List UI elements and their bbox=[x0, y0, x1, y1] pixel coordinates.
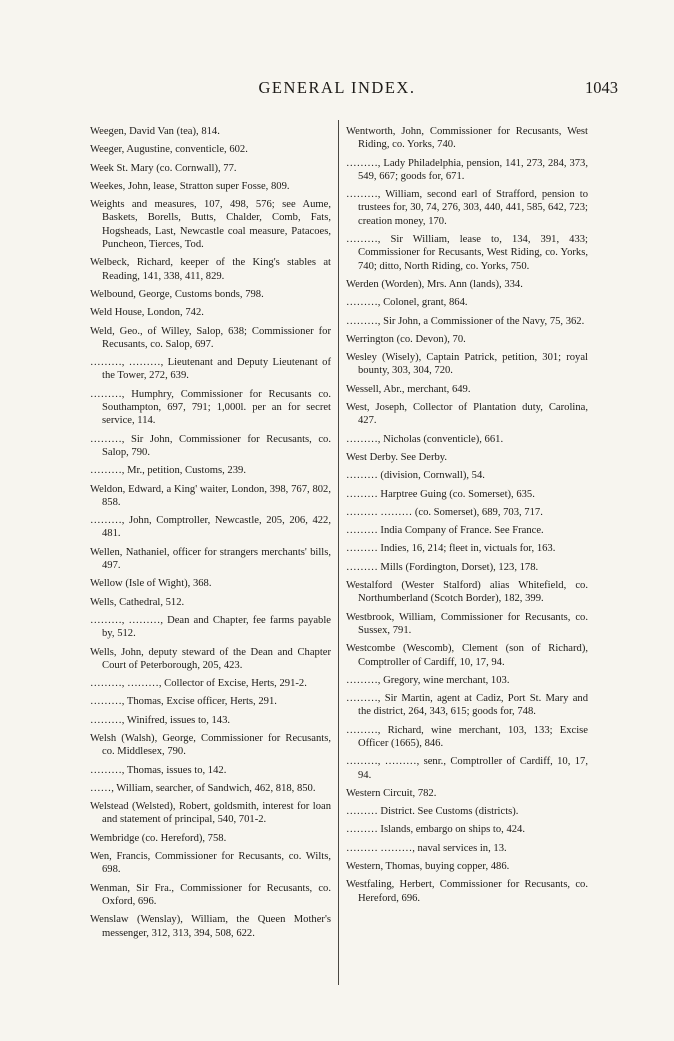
index-entry: Weights and measures, 107, 498, 576; see Aume, Baskets, Borells, Butts, Chalder, Comb, Fats, Hogsheads, Last, Newcastle coal measure, Patacoes, Puncheon, Tierces, Tod. bbox=[90, 199, 331, 251]
index-entry: Welstead (Welsted), Robert, goldsmith, interest for loan and statement of principal, 540, 701-2. bbox=[90, 801, 331, 826]
index-entry: Wenslaw (Wenslay), William, the Queen Mother's messenger, 312, 313, 394, 508, 622. bbox=[90, 914, 331, 939]
index-entry: Westfaling, Herbert, Commissioner for Recusants, co. Hereford, 696. bbox=[346, 879, 588, 904]
index-entry: Wen, Francis, Commissioner for Recusants, co. Wilts, 698. bbox=[90, 851, 331, 876]
index-entry: ………, Thomas, Excise officer, Herts, 291. bbox=[90, 696, 277, 708]
index-entry: ……… ……… (co. Somerset), 689, 703, 717. bbox=[346, 506, 543, 518]
index-entry: West Derby. See Derby. bbox=[346, 451, 448, 463]
index-entry: ……… (division, Cornwall), 54. bbox=[346, 470, 485, 482]
index-entry: ……, William, searcher, of Sandwich, 462, 818, 850. bbox=[90, 782, 316, 794]
index-entry: Wells, John, deputy steward of the Dean and Chapter Court of Peterborough, 205, 423. bbox=[90, 646, 331, 671]
page-title: GENERAL INDEX. bbox=[258, 78, 416, 97]
index-entry: Welsh (Walsh), George, Commissioner for Recusants, co. Middlesex, 790. bbox=[90, 732, 331, 758]
index-entry: ………, ………, senr., Comptroller of Cardiff, 10, 17, 94. bbox=[346, 756, 588, 781]
index-entry: ………, William, second earl of Strafford, pension to trustees for, 30, 74, 276, 303, 440, 441, 585, 642, 723; creation money, 170. bbox=[346, 189, 588, 227]
page-header bbox=[0, 78, 674, 104]
index-entry: Wembridge (co. Hereford), 758. bbox=[90, 832, 227, 844]
index-entry: Welbeck, Richard, keeper of the King's stables at Reading, 141, 338, 411, 829. bbox=[90, 257, 331, 282]
index-column-left bbox=[90, 125, 331, 945]
index-entry: ………, Humphry, Commissioner for Recusants co. Southampton, 697, 791; 1,000l. per an for secret service, 114. bbox=[90, 388, 331, 427]
index-entry: Wenman, Sir Fra., Commissioner for Recusants, co. Oxford, 696. bbox=[90, 882, 331, 907]
index-entry: Westbrook, William, Commissioner for Recusants, co. Sussex, 791. bbox=[346, 611, 588, 636]
index-entry: Wessell, Abr., merchant, 649. bbox=[346, 383, 471, 395]
index-entry: Wentworth, John, Commissioner for Recusants, West Riding, co. Yorks, 740. bbox=[346, 126, 588, 151]
index-entry: Weldon, Edward, a King' waiter, London, 398, 767, 802, 858. bbox=[90, 483, 331, 508]
index-entry: Weld House, London, 742. bbox=[90, 307, 204, 319]
index-entry: Wells, Cathedral, 512. bbox=[90, 596, 185, 608]
index-entry: Werden (Worden), Mrs. Ann (lands), 334. bbox=[346, 278, 523, 290]
index-entry: ………, John, Comptroller, Newcastle, 205, 206, 422, 481. bbox=[90, 515, 331, 540]
index-entry: ………, Sir John, a Commissioner of the Navy, 75, 362. bbox=[346, 315, 585, 327]
index-entry: ………, Winifred, issues to, 143. bbox=[90, 714, 231, 726]
index-entry: Werrington (co. Devon), 70. bbox=[346, 333, 466, 345]
index-entry: Welbound, George, Customs bonds, 798. bbox=[90, 288, 264, 300]
index-entry: ……… Mills (Fordington, Dorset), 123, 178. bbox=[346, 561, 539, 573]
index-entry: Weld, Geo., of Willey, Salop, 638; Commissioner for Recusants, co. Salop, 697. bbox=[90, 325, 331, 350]
index-column-right bbox=[346, 125, 588, 910]
index-entry: Westalford (Wester Stalford) alias Whitefield, co. Northumberland (Scotch Border), 182, 399. bbox=[346, 580, 588, 605]
index-entry: ………, Mr., petition, Customs, 239. bbox=[90, 465, 246, 477]
index-entry: ………, ………, Collector of Excise, Herts, 291-2. bbox=[90, 678, 307, 690]
index-entry: Wellow (Isle of Wight), 368. bbox=[90, 578, 212, 590]
index-entry: ………, Thomas, issues to, 142. bbox=[90, 764, 227, 776]
index-entry: ………, Colonel, grant, 864. bbox=[346, 297, 468, 309]
index-entry: ………, ………, Dean and Chapter, fee farms payable by, 512. bbox=[90, 614, 331, 640]
index-entry: ……… Indies, 16, 214; fleet in, victuals for, 163. bbox=[346, 543, 556, 555]
index-entry: Weeger, Augustine, conventicle, 602. bbox=[90, 144, 248, 156]
index-entry: ………, ………, Lieutenant and Deputy Lieutenant of the Tower, 272, 639. bbox=[90, 357, 331, 382]
index-entry: Weekes, John, lease, Stratton super Fosse, 809. bbox=[90, 180, 290, 192]
index-entry: Weegen, David Van (tea), 814. bbox=[90, 126, 220, 137]
index-entry: ………, Nicholas (conventicle), 661. bbox=[346, 433, 504, 445]
index-entry: ……… India Company of France. See France. bbox=[346, 525, 544, 537]
index-entry: ………, Sir William, lease to, 134, 391, 433; Commissioner for Recusants, West Riding, co. Yorks, 740; ditto, North Riding, co. Yorks, 750. bbox=[346, 234, 588, 272]
index-entry: ……… Harptree Guing (co. Somerset), 635. bbox=[346, 488, 535, 500]
index-entry: Western Circuit, 782. bbox=[346, 787, 437, 799]
index-entry: ……… District. See Customs (districts). bbox=[346, 806, 519, 818]
index-entry: ………, Sir Martin, agent at Cadiz, Port St. Mary and the district, 264, 343, 615; goods for, 748. bbox=[346, 693, 588, 718]
index-entry: Westcombe (Wescomb), Clement (son of Richard), Comptroller of Cardiff, 10, 17, 94. bbox=[346, 643, 588, 668]
index-entry: ……… ………, naval services in, 13. bbox=[346, 842, 507, 854]
index-entry: Western, Thomas, buying copper, 486. bbox=[346, 861, 510, 873]
column-divider bbox=[338, 120, 339, 985]
index-entry: Wellen, Nathaniel, officer for strangers merchants' bills, 497. bbox=[90, 546, 331, 572]
index-entry: ………, Lady Philadelphia, pension, 141, 273, 284, 373, 549, 667; goods for, 671. bbox=[346, 157, 588, 182]
page-number: 1043 bbox=[585, 78, 618, 97]
index-entry: Week St. Mary (co. Cornwall), 77. bbox=[90, 162, 237, 174]
index-entry: Wesley (Wisely), Captain Patrick, petition, 301; royal bounty, 303, 304, 720. bbox=[346, 352, 588, 377]
index-entry: ………, Gregory, wine merchant, 103. bbox=[346, 674, 510, 686]
index-entry: West, Joseph, Collector of Plantation duty, Carolina, 427. bbox=[346, 402, 588, 427]
index-entry: ………, Richard, wine merchant, 103, 133; Excise Officer (1665), 846. bbox=[346, 724, 588, 749]
index-entry: ……… Islands, embargo on ships to, 424. bbox=[346, 824, 526, 836]
index-entry: ………, Sir John, Commissioner for Recusants, co. Salop, 790. bbox=[90, 433, 331, 458]
